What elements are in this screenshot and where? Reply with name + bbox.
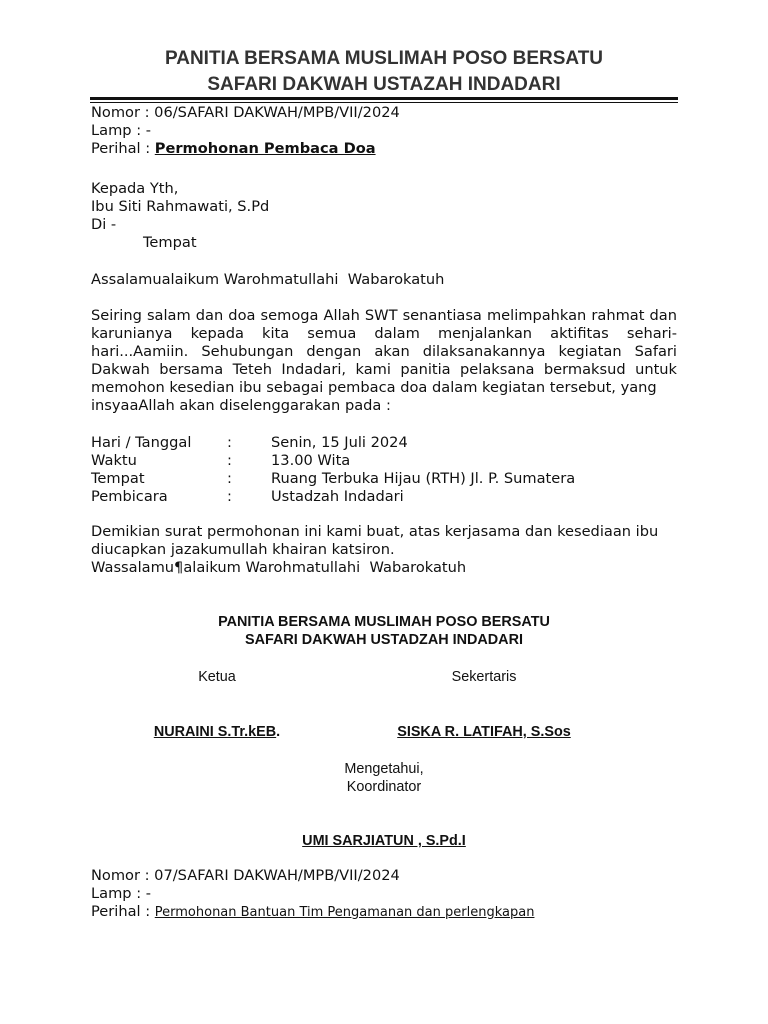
ketua-name-suffix: .	[276, 724, 281, 740]
detail-key: Waktu	[91, 452, 137, 469]
detail-colon: :	[227, 488, 232, 505]
detail-value: Senin, 15 Juli 2024	[271, 434, 408, 451]
detail-colon: :	[227, 434, 232, 451]
letter2-subject-label: Perihal :	[91, 903, 155, 920]
sekretaris-name-text: SISKA R. LATIFAH, S.Sos	[397, 724, 571, 740]
closing-salam: Wassalamu¶alaikum Warohmatullahi Wabarokatuh	[91, 559, 467, 576]
recipient-place: Tempat	[143, 234, 197, 251]
closing-paragraph: Demikian surat permohonan ini kami buat, atas kerjasama dan kesediaan ibu	[91, 523, 659, 540]
sekretaris-name	[359, 723, 609, 741]
letterhead-rule-thin	[90, 102, 678, 103]
koordinator-name-text: UMI SARJIATUN , S.Pd.I	[302, 833, 466, 849]
detail-value: Ruang Terbuka Hijau (RTH) Jl. P. Sumatera	[271, 470, 576, 487]
ketua-name	[107, 723, 327, 741]
letter2-subject	[91, 903, 534, 922]
letter-attachment: Lamp : -	[91, 122, 152, 139]
mengetahui-label: Mengetahui,	[344, 761, 424, 777]
koordinator-title: Koordinator	[346, 779, 422, 795]
letter2-number: Nomor : 07/SAFARI DAKWAH/MPB/VII/2024	[91, 867, 400, 884]
ketua-title: Ketua	[198, 669, 236, 685]
sekretaris-title: Sekertaris	[451, 669, 517, 685]
detail-key: Pembicara	[91, 488, 168, 505]
letter2-subject-value: Permohonan Bantuan Tim Pengamanan dan perlengkapan	[154, 905, 535, 920]
detail-key: Hari / Tanggal	[91, 434, 192, 451]
detail-colon: :	[227, 470, 232, 487]
opening-greeting: Assalamualaikum Warohmatullahi Wabarokatuh	[91, 271, 445, 288]
closing-paragraph-last-line: diucapkan jazakumullah khairan katsiron.	[91, 541, 395, 558]
koordinator-name	[234, 832, 534, 850]
letter-number: Nomor : 06/SAFARI DAKWAH/MPB/VII/2024	[91, 104, 400, 121]
body-paragraph-last-line: insyaaAllah akan diselenggarakan pada :	[91, 397, 391, 414]
detail-value: 13.00 Wita	[271, 452, 351, 469]
body-paragraph: Seiring salam dan doa semoga Allah SWT senantiasa melimpahkan rahmat dan karunianya kepada kita semua dalam menjalankan aktifitas sehari-hari...Aamiin. Sehubungan dengan akan dilaksanakannya kegiatan Safari Dakwah bersama Teteh Indadari, kami panitia pelaksana bermaksud untuk memohon kesedian ibu sebagai pembaca doa dalam kegiatan tersebut, yang	[91, 307, 677, 396]
detail-key: Tempat	[91, 470, 145, 487]
subject-value: Permohonan Pembaca Doa	[154, 140, 376, 157]
recipient-salutation: Kepada Yth,	[91, 180, 179, 197]
recipient-di: Di -	[91, 216, 117, 233]
signature-org-line-2: SAFARI DAKWAH USTADZAH INDADARI	[245, 632, 523, 648]
letter2-attachment: Lamp : -	[91, 885, 152, 902]
signature-org-line-1: PANITIA BERSAMA MUSLIMAH POSO BERSATU	[218, 614, 550, 630]
letterhead-rule-thick	[90, 97, 678, 100]
recipient-name: Ibu Siti Rahmawati, S.Pd	[91, 198, 270, 215]
detail-colon: :	[227, 452, 232, 469]
letter-subject	[91, 140, 376, 158]
ketua-name-text: NURAINI S.Tr.kEB	[153, 724, 277, 740]
detail-value: Ustadzah Indadari	[271, 488, 404, 505]
subject-label: Perihal :	[91, 140, 155, 157]
letterhead-line-1: PANITIA BERSAMA MUSLIMAH POSO BERSATU	[164, 48, 604, 69]
letterhead-line-2: SAFARI DAKWAH USTAZAH INDADARI	[207, 74, 561, 95]
